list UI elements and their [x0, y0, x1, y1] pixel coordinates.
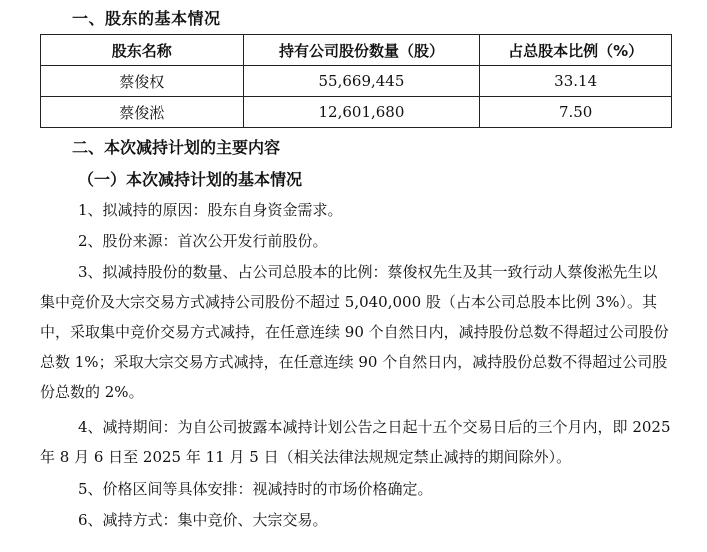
table-row: [41, 66, 672, 97]
item-share-source: 2、股份来源：首次公开发行前股份。: [78, 232, 328, 250]
header-shareholder-name: 股东名称: [41, 35, 244, 66]
item-quantity-ratio: 3、拟减持股份的数量、占公司总股本的比例：蔡俊权先生及其一致行动人蔡俊淞先生以集中竞价及大宗交易方式减持公司股份不超过 5,040,000 股（占本公司总股本比例 3%）。其中，采取集中竞价交易方式减持，在任意连续 90 个自然日内，减持股份总数不得超过公司股份总数 1%；采取大宗交易方式减持，在任意连续 90 个自然日内，减持股份总数不得超过公司股份总数的 2%。: [40, 263, 669, 401]
item-period: 4、减持期间：为自公司披露本减持计划公告之日起十五个交易日后的三个月内，即 2025 年 8 月 6 日至 2025 年 11 月 5 日（相关法律法规规定禁止减持的期间除外）。: [40, 418, 671, 466]
item-reason: 1、拟减持的原因：股东自身资金需求。: [78, 201, 343, 219]
item-price-range: 5、价格区间等具体安排：视减持时的市场价格确定。: [78, 480, 433, 498]
cell-share-ratio: 33.14: [480, 66, 672, 97]
table-header-row: [41, 35, 672, 66]
shareholder-table: [40, 34, 672, 128]
header-share-ratio: 占总股本比例（%）: [480, 35, 672, 66]
cell-shares-held: 55,669,445: [243, 66, 480, 97]
cell-shareholder-name: 蔡俊淞: [41, 97, 244, 128]
item-method: 6、减持方式：集中竞价、大宗交易。: [78, 511, 328, 529]
section-1-heading: 一、股东的基本情况: [72, 9, 221, 28]
cell-share-ratio: 7.50: [480, 97, 672, 128]
section-2-subheading: （一）本次减持计划的基本情况: [78, 170, 303, 189]
header-shares-held: 持有公司股份数量（股）: [243, 35, 480, 66]
cell-shares-held: 12,601,680: [243, 97, 480, 128]
table-row: [41, 97, 672, 128]
cell-shareholder-name: 蔡俊权: [41, 66, 244, 97]
section-2-heading: 二、本次减持计划的主要内容: [72, 138, 281, 157]
